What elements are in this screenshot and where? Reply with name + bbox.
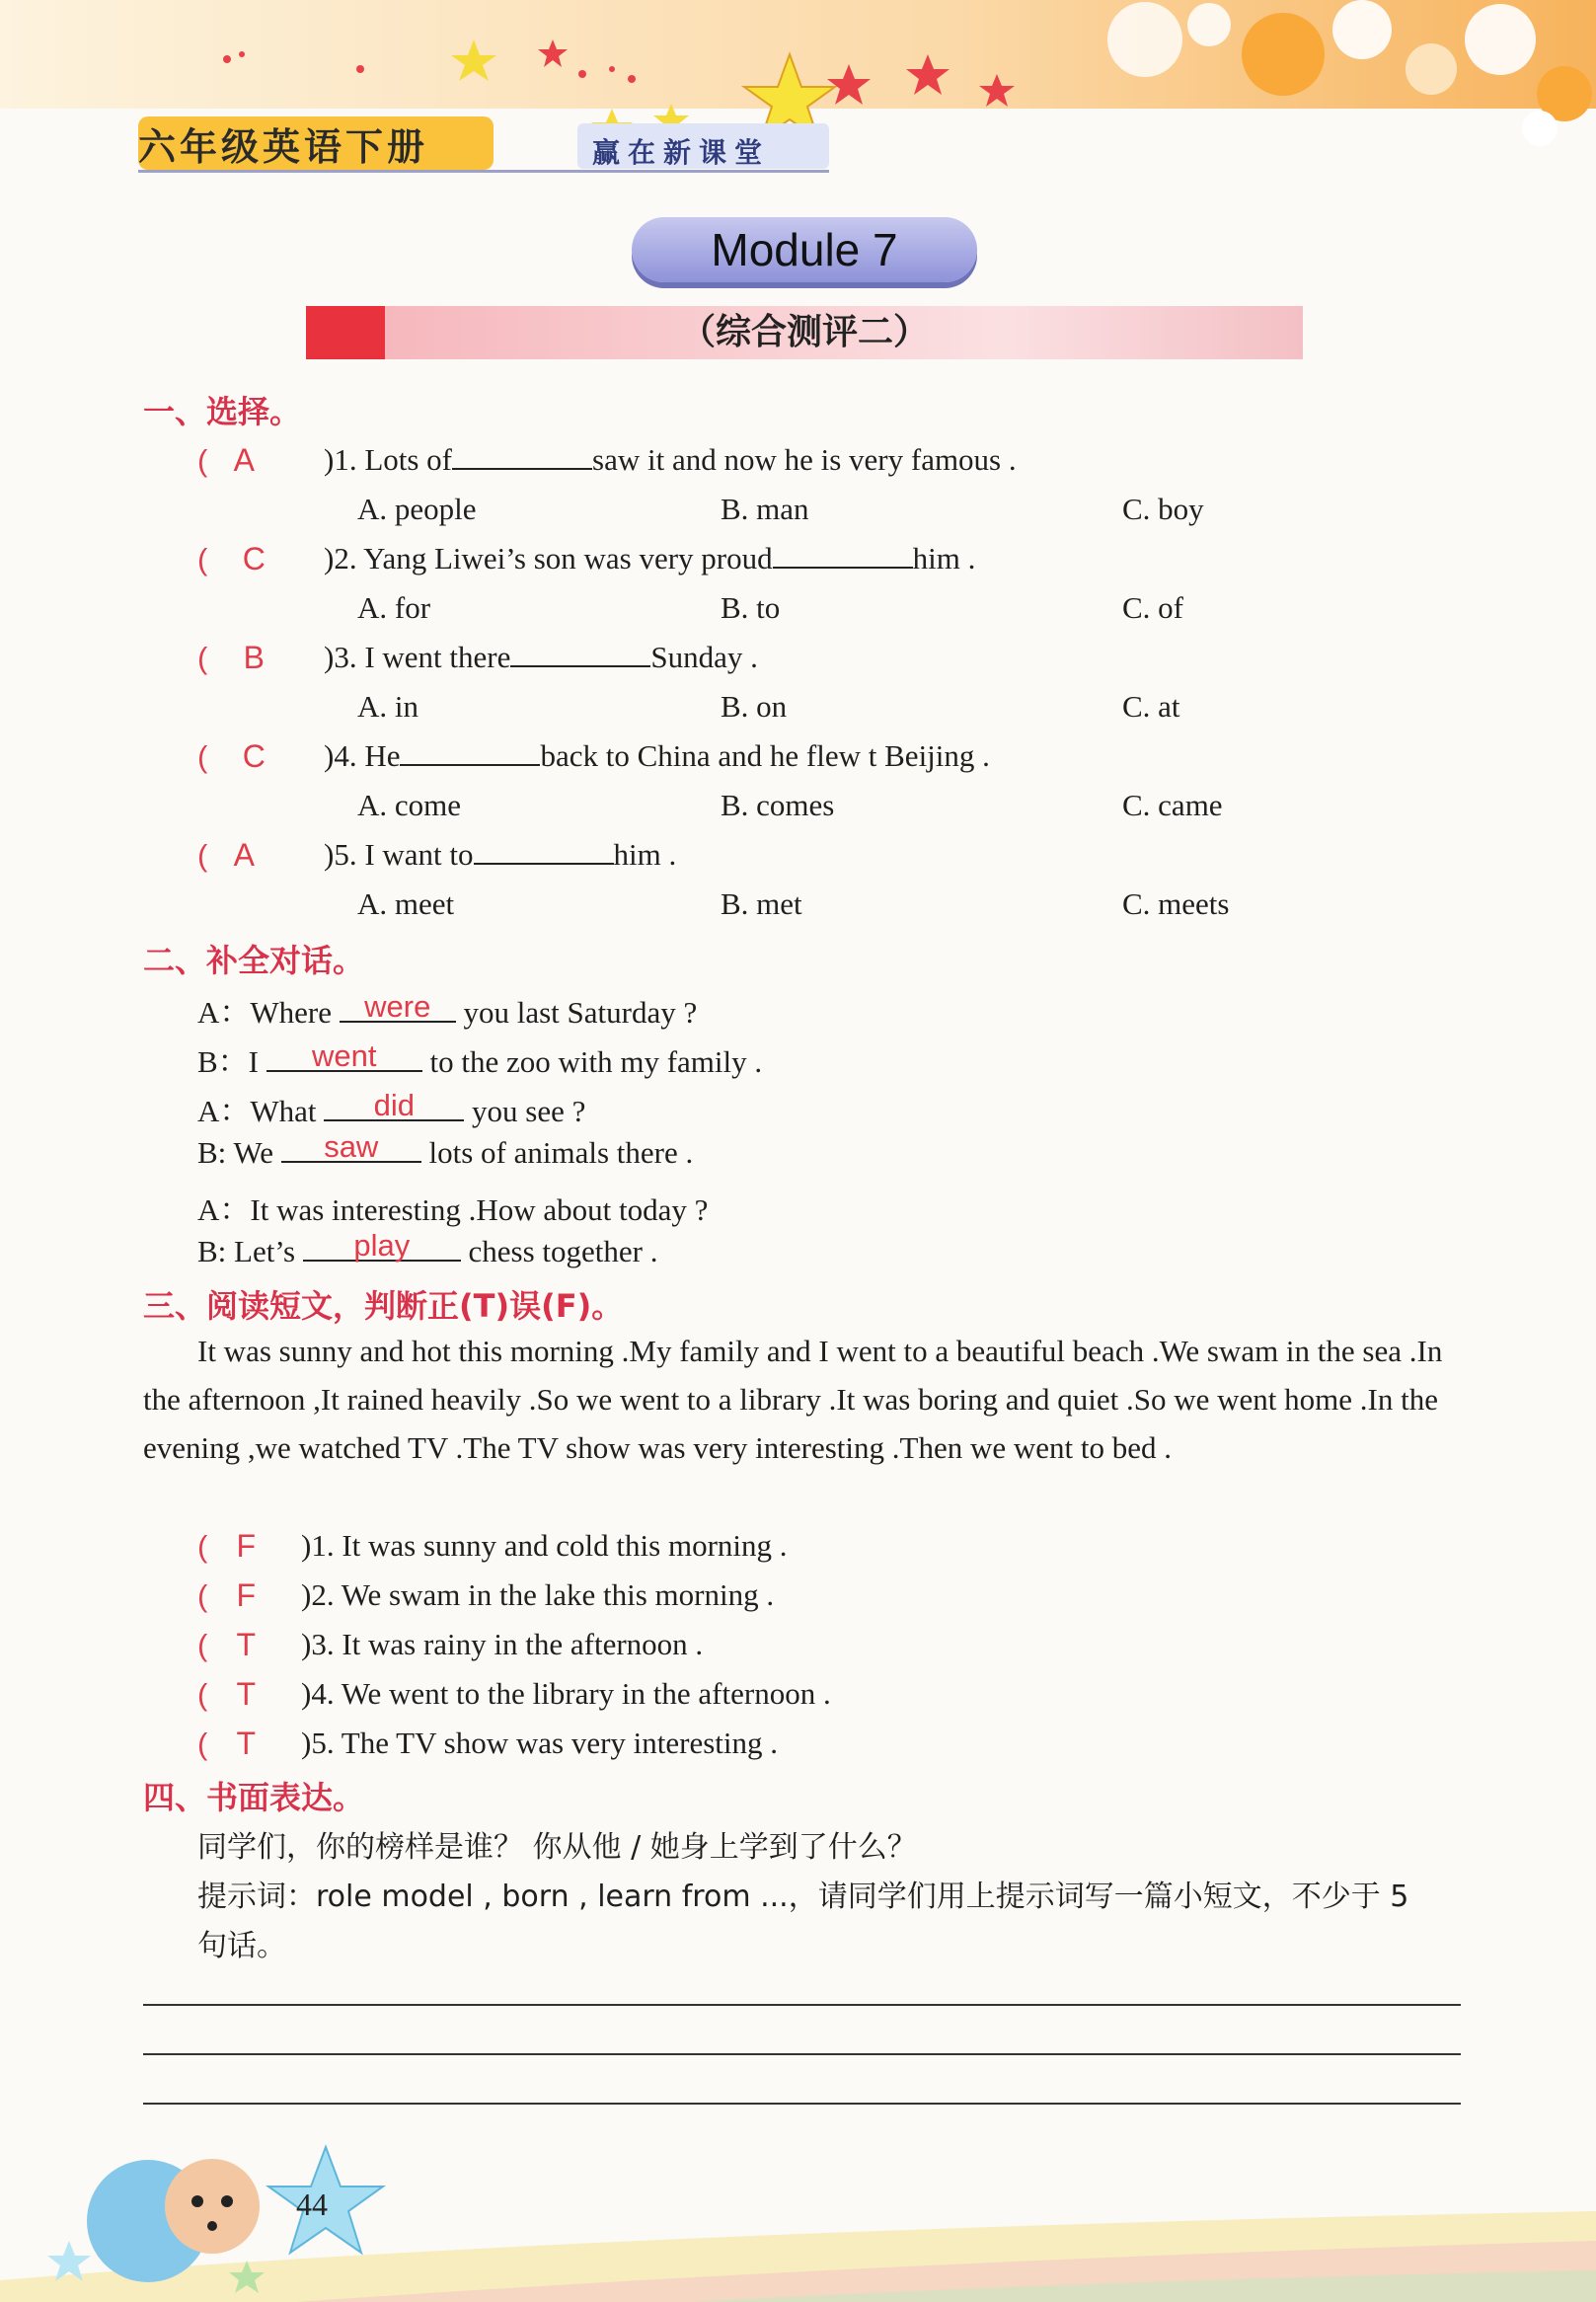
q4-stem: )4. He back to China and he flew t Beijing . — [324, 738, 990, 773]
dialogue-line-2: B：I went to the zoo with my family . — [197, 1038, 763, 1079]
page-number: 44 — [296, 2187, 328, 2222]
q4-option-a: A. come — [357, 788, 462, 822]
writing-line-1[interactable] — [143, 2004, 1461, 2006]
module-subtitle: （综合测评二） — [679, 312, 929, 352]
dialogue-line-3: A：What did you see ? — [197, 1088, 586, 1128]
q3-stem: )3. I went there Sunday . — [324, 640, 758, 674]
book-title: 六年级英语下册 — [138, 125, 429, 169]
j3-statement: )3. It was rainy in the afternoon . — [301, 1627, 704, 1661]
q2-option-c: C. of — [1122, 590, 1183, 625]
q5-answer: ( A — [197, 837, 255, 873]
q2-option-a: A. for — [357, 590, 431, 625]
j1-statement: )1. It was sunny and cold this morning . — [301, 1528, 788, 1563]
q5-option-a: A. meet — [357, 886, 455, 921]
reading-passage: It was sunny and hot this morning .My family and I went to a beautiful beach .We swam in the sea .In the afternoon ,It rained heavily .So we went to a library .It was boring and quiet .So we went home .In the evening ,we watched TV .The TV show was very interesting .Then we went to bed . — [143, 1334, 1443, 1465]
j1-answer: ( F — [197, 1528, 257, 1564]
j4-answer: ( T — [197, 1676, 257, 1712]
q2-stem: )2. Yang Liwei’s son was very proud him . — [324, 541, 976, 576]
q3-option-b: B. on — [721, 689, 788, 724]
q4-option-b: B. comes — [721, 788, 835, 822]
j3-answer: ( T — [197, 1627, 257, 1662]
header-underline — [138, 170, 829, 173]
q5-option-c: C. meets — [1122, 886, 1230, 921]
section-3-heading: 三、阅读短文，判断正(T)误(F)。 — [143, 1287, 624, 1325]
j4-statement: )4. We went to the library in the afternoon . — [301, 1676, 831, 1711]
writing-prompt-line-2: 提示词：role model , born , learn from ...，请同学们用上提示词写一篇小短文，不少于 5 — [197, 1880, 1409, 1914]
dialogue-line-1: A：Where were you last Saturday ? — [197, 989, 698, 1030]
dialogue-line-5: A：It was interesting .How about today ? — [197, 1192, 709, 1227]
q4-option-c: C. came — [1122, 788, 1223, 822]
writing-prompt-line-1: 同学们，你的榜样是谁？ 你从他 / 她身上学到了什么？ — [197, 1830, 917, 1865]
dialogue-line-4: B: We saw lots of animals there . — [197, 1129, 694, 1170]
q2-option-b: B. to — [721, 590, 781, 625]
writing-line-2[interactable] — [143, 2053, 1461, 2055]
footer-decoration — [0, 2112, 1596, 2302]
q3-answer: ( B — [197, 640, 265, 675]
module-title: Module 7 — [632, 217, 977, 282]
q1-option-c: C. boy — [1122, 492, 1204, 526]
j5-answer: ( T — [197, 1726, 257, 1761]
q5-stem: )5. I want to him . — [324, 837, 677, 872]
q1-stem: )1. Lots of saw it and now he is very famous . — [324, 442, 1017, 477]
q1-option-a: A. people — [357, 492, 477, 526]
series-title: 赢在新课堂 — [592, 136, 771, 169]
q3-option-c: C. at — [1122, 689, 1180, 724]
q5-option-b: B. met — [721, 886, 802, 921]
q1-answer: ( A — [197, 442, 255, 478]
section-4-heading: 四、书面表达。 — [143, 1779, 365, 1816]
section-1-heading: 一、选择。 — [143, 393, 302, 430]
writing-line-3[interactable] — [143, 2103, 1461, 2105]
q4-answer: ( C — [197, 738, 266, 774]
j2-answer: ( F — [197, 1577, 257, 1613]
q2-answer: ( C — [197, 541, 266, 576]
q1-option-b: B. man — [721, 492, 809, 526]
writing-prompt-line-3: 句话。 — [197, 1929, 286, 1963]
q3-option-a: A. in — [357, 689, 418, 724]
j2-statement: )2. We swam in the lake this morning . — [301, 1577, 775, 1612]
j5-statement: )5. The TV show was very interesting . — [301, 1726, 779, 1760]
module-subtitle-bar — [306, 306, 1303, 359]
dialogue-line-6: B: Let’s play chess together . — [197, 1228, 658, 1268]
section-2-heading: 二、补全对话。 — [143, 942, 365, 979]
